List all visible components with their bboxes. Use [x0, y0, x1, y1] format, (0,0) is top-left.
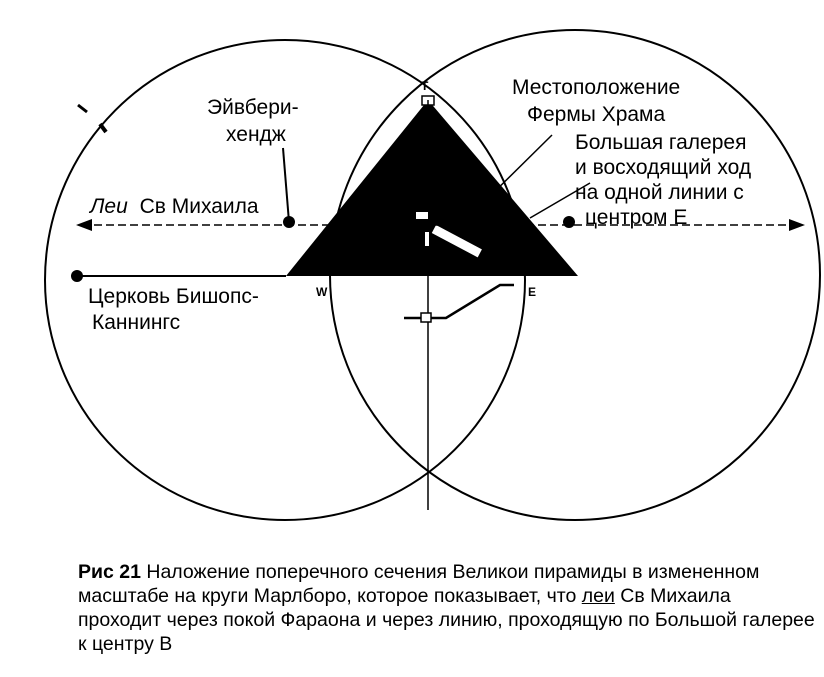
label-gallery-2: и восходящий ход — [575, 156, 752, 179]
stray-mark-1 — [78, 105, 87, 112]
passage-mark — [425, 232, 429, 246]
caption-text-1: Наложение поперечного сечения Великои пирамиды в измененном масштабе на круги Марлборо, которое показывает, что — [78, 561, 760, 607]
pyramid-cross-section — [286, 100, 578, 276]
caption-ley-word: леи — [581, 585, 615, 607]
label-gallery-4: центром Е — [585, 206, 688, 229]
label-avebury-2: хендж — [226, 123, 286, 146]
caption-text-2: Св Михаила проходит через покой Фараона и через линию, проходящую по Большой галерее к центру В — [78, 585, 815, 655]
figure-number: Рис 21 — [78, 561, 141, 583]
avebury-leader — [283, 148, 289, 222]
ley-arrow-left — [76, 219, 92, 231]
church-point — [71, 270, 83, 282]
label-church-2: Каннингс — [92, 311, 181, 334]
kings-chamber-mark — [416, 212, 428, 219]
label-temple-farm-1: Местоположение — [512, 76, 681, 99]
label-w: W — [316, 285, 328, 299]
gallery-center-point — [563, 216, 575, 228]
label-e: E — [528, 285, 537, 299]
label-ley-rest: Св Михаила — [139, 195, 259, 218]
stray-mark-2 — [100, 124, 106, 132]
ley-arrow-right — [789, 219, 805, 231]
temple-farm-leader — [478, 135, 552, 208]
chamber-marker — [421, 313, 431, 322]
label-ley-italic: Леи — [90, 195, 128, 218]
figure-caption — [78, 560, 818, 656]
label-church-1: Церковь Бишопс- — [88, 285, 259, 308]
label-temple-farm-2: Фермы Храма — [527, 103, 666, 126]
label-gallery-1: Большая галерея — [575, 131, 747, 154]
label-gallery-3: на одной линии с — [575, 181, 744, 204]
label-t: T — [421, 79, 429, 93]
label-ley-line — [88, 195, 259, 218]
label-avebury-1: Эйвбери- — [207, 96, 299, 119]
